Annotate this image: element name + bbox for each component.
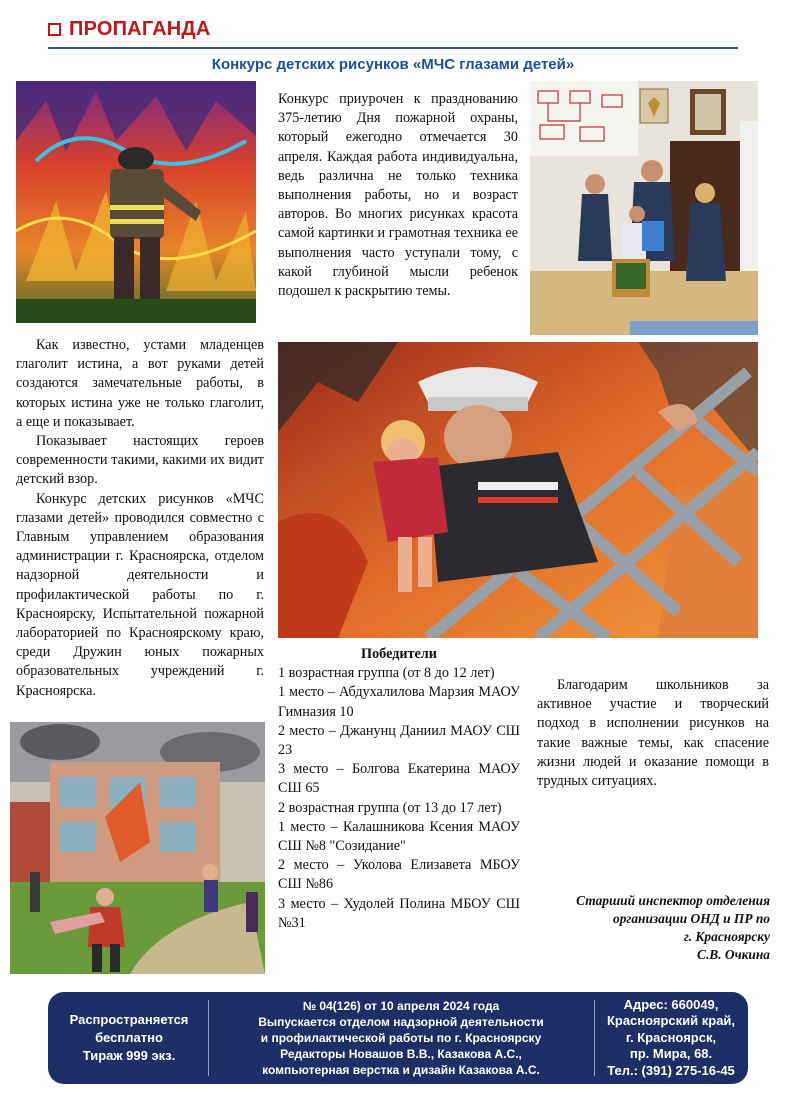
photo-award-ceremony (530, 81, 758, 335)
footer-right-line: г. Красноярск, (625, 1029, 717, 1045)
header-rule (48, 47, 738, 49)
winners-line: 3 место – Худолей Полина МБОУ СШ №31 (278, 895, 520, 931)
paragraph-1: Как известно, устами младенцев глаголит истина, а вот руками детей создаются замечательные работы, в которых истина уже не только глаголит, а еще и показывает. (16, 337, 264, 430)
winners-line: 1 место – Калашникова Ксения МАОУ СШ №8 "Созидание" (278, 818, 520, 855)
intro-text: Конкурс приурочен к празднованию 375-летию Дня пожарной охраны, который ежегодно отмечается 30 апреля. Каждая работа индивидуальна, ведь различна не только техника выполнения работы, но и возраст авторов. Во многих рисунках красота самой картинки и грамотная техника ее выполнения часто уступали тому, с какой глубиной мысли ребенок подошел к раскрытию темы. (278, 91, 518, 300)
thanks-paragraph (537, 676, 769, 791)
footer-distribution (54, 992, 204, 1084)
footer-divider (208, 1000, 209, 1076)
drawing-firefighter-in-flames (16, 81, 256, 323)
intro-paragraph (278, 90, 518, 301)
footer-right-line: пр. Мира, 68. (629, 1046, 713, 1062)
footer-banner (48, 992, 748, 1084)
signature-line: С.В. Очкина (697, 947, 770, 962)
footer-right-line: Тел.: (391) 275-16-45 (607, 1062, 735, 1078)
footer-center-line: Выпускается отделом надзорной деятельности (258, 1015, 544, 1029)
winners-line: 2 место – Джанунц Даниил МАОУ СШ 23 (278, 722, 520, 759)
footer-left-line: Тираж 999 экз. (82, 1048, 176, 1063)
signature-line: Старший инспектор отделения (576, 893, 770, 908)
paragraph-3: Конкурс детских рисунков «МЧС глазами детей» проводился совместно с Главным управлением образования администрации г. Красноярска, отделом надзорной деятельности и профилактической работы по г. Красноярску, Испытательной пожарной лабораторией по Красноярскому краю, среди Дружин юных пожарных образовательных учреждений г. Красноярска. (16, 490, 264, 699)
main-text-column (16, 336, 264, 701)
winners-title: Победители (361, 646, 437, 662)
signature-line: г. Красноярску (683, 929, 770, 944)
drawing-firefighter-rescuing-child (278, 342, 758, 638)
winners-list (278, 645, 520, 933)
winners-line: 1 место – Абдухалилова Марзия МАОУ Гимназия 10 (278, 684, 520, 720)
footer-center-line: № 04(126) от 10 апреля 2024 года (302, 999, 500, 1013)
footer-right-line: Адрес: 660049, (623, 996, 719, 1012)
signature-line: организации ОНД и ПР по (613, 911, 770, 926)
footer-left-line: бесплатно (95, 1030, 163, 1045)
winners-line: 3 место – Болгова Екатерина МАОУ СШ 65 (278, 761, 520, 797)
footer-center-line: и профилактической работы по г. Красноярску (260, 1031, 542, 1045)
footer-issue-info (212, 992, 590, 1084)
drawing-street-rescue-scene (10, 722, 265, 974)
footer-divider (594, 1000, 595, 1076)
article-title: Конкурс детских рисунков «МЧС глазами детей» (211, 56, 575, 73)
thanks-text: Благодарим школьников за активное участие и творческий подход в исполнении рисунков на такие важные темы, как спасение жизни людей и оказание помощи в трудных ситуациях. (537, 677, 769, 790)
section-title: ПРОПАГАНДА (69, 18, 211, 40)
footer-center-line: Редакторы Новашов В.В., Казакова А.С., (280, 1047, 522, 1061)
winners-line: 2 возрастная группа (от 13 до 17 лет) (278, 799, 502, 816)
winners-line: 2 место – Уколова Елизавета МБОУ СШ №86 (278, 857, 520, 893)
paragraph-2: Показывает настоящих героев современности такими, какими их видит детский взор. (16, 433, 264, 488)
winners-line: 1 возрастная группа (от 8 до 12 лет) (278, 665, 495, 682)
signature (540, 892, 770, 964)
footer-center-line: компьютерная верстка и дизайн Казакова А.С. (262, 1063, 540, 1077)
footer-right-line: Красноярский край, (606, 1013, 736, 1029)
footer-left-line: Распространяется (69, 1012, 189, 1027)
checkbox-square-icon (48, 23, 61, 36)
section-header (48, 18, 210, 41)
footer-address (596, 992, 746, 1084)
